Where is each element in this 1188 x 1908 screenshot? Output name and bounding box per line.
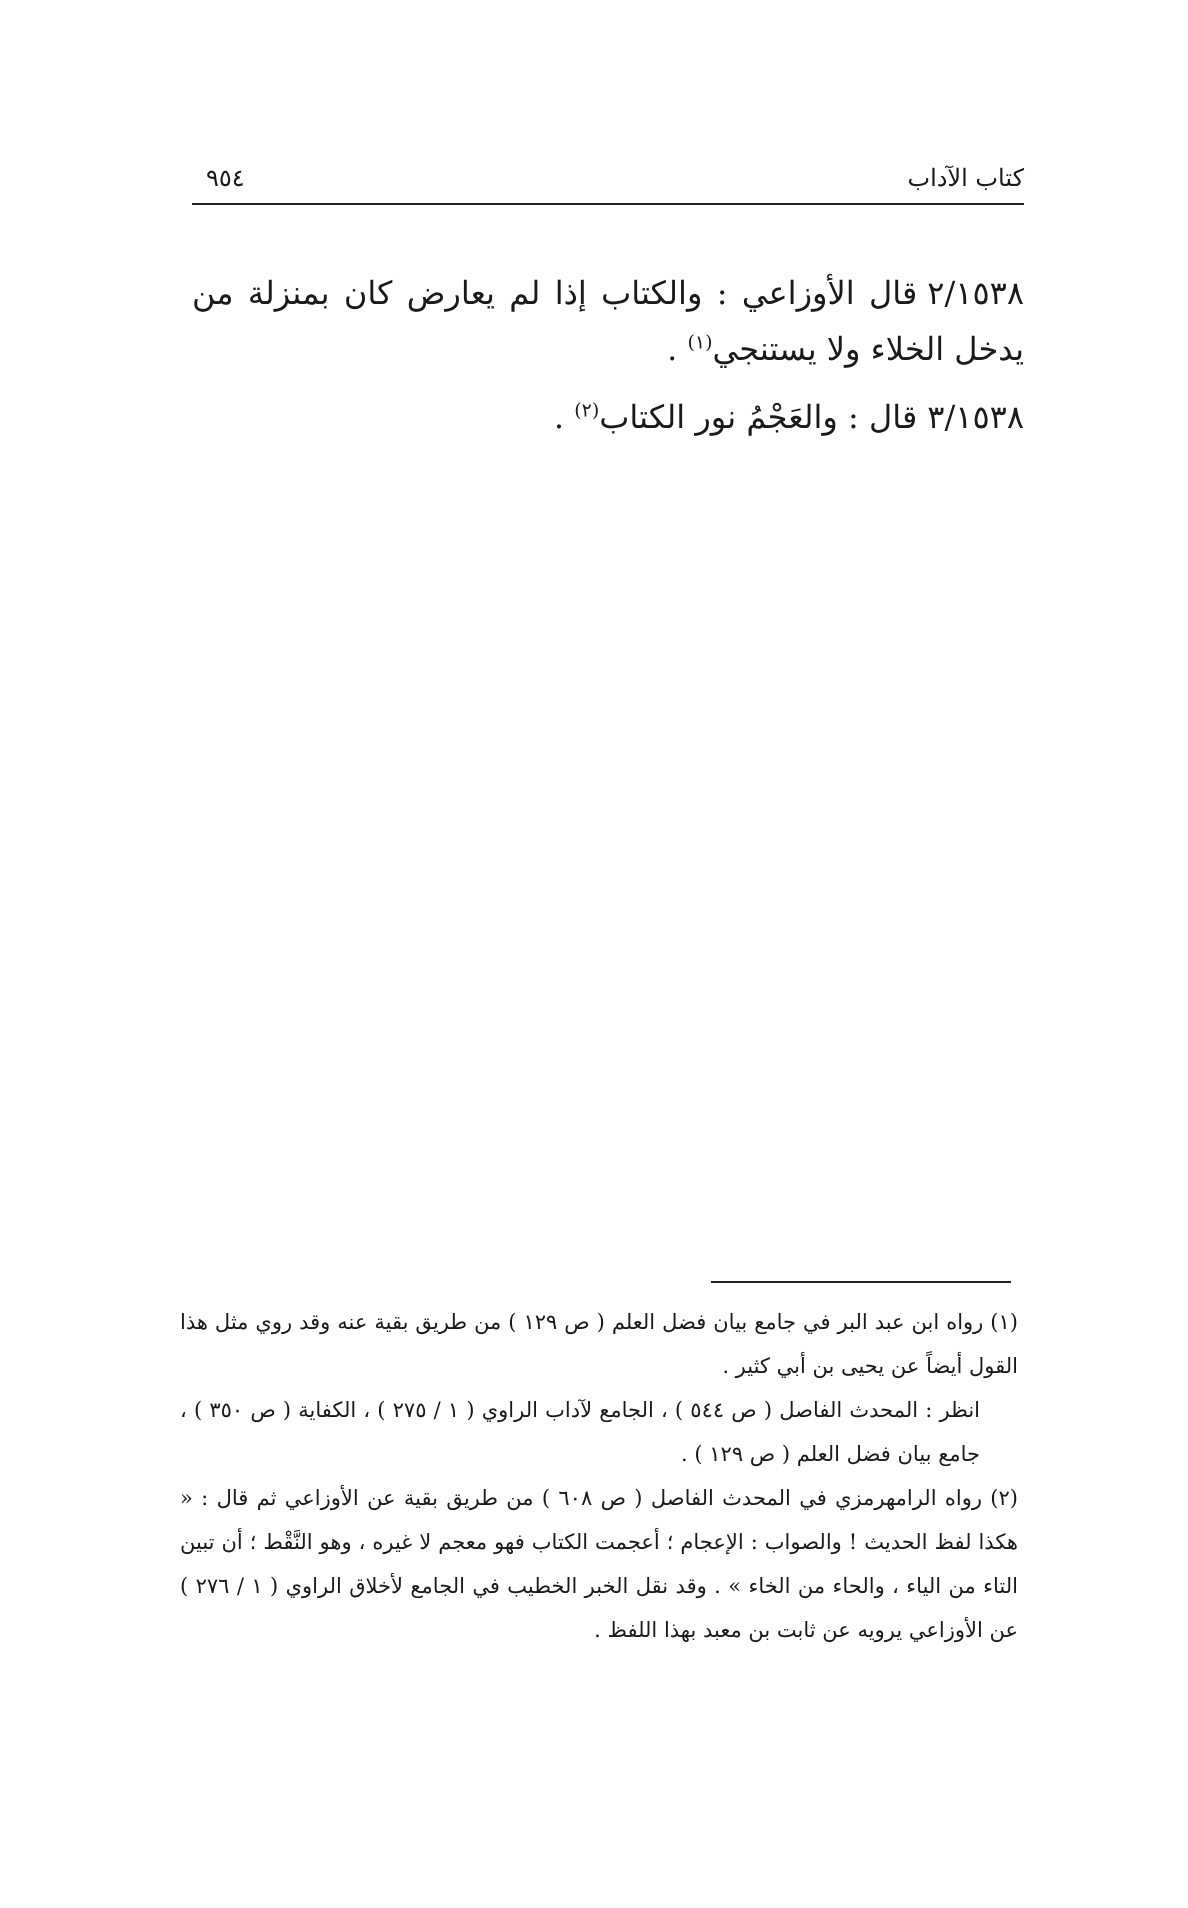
page-header (192, 162, 1024, 204)
main-text (192, 265, 1024, 457)
entry-tail: . (667, 330, 688, 368)
entry-tail: . (553, 398, 575, 436)
footnote-marker: (١) (687, 331, 713, 354)
entry-number: ٢/١٥٣٨ (927, 274, 1024, 312)
page-number: ٩٥٤ (206, 164, 245, 192)
footnote-1: (١) رواه ابن عبد البر في جامع بيان فضل العلم ( ص ١٢٩ ) من طريق بقية عنه وقد روي مثل هذا القول أيضاً عن يحيى بن أبي كثير . (180, 1310, 1018, 1378)
running-title: كتاب الآداب (907, 164, 1024, 192)
entry-text: قال : والعَجْمُ نور الكتاب (599, 398, 918, 436)
footnote-1-references: انظر : المحدث الفاصل ( ص ٥٤٤ ) ، الجامع لآداب الراوي ( ١ / ٢٧٥ ) ، الكفاية ( ص ٣٥٠ ) ، جامع بيان فضل العلم ( ص ١٢٩ ) . (180, 1398, 980, 1466)
header-rule (192, 203, 1024, 205)
footnotes (180, 1300, 1018, 1652)
entry-number: ٣/١٥٣٨ (927, 398, 1024, 436)
entry-1538-3 (192, 389, 1024, 445)
footnote-rule (711, 1281, 1011, 1283)
footnote-marker: (٢) (574, 399, 600, 422)
entry-text: قال الأوزاعي : والكتاب إذا لم يعارض كان بمنزلة من يدخل الخلاء ولا يستنجي (192, 274, 1024, 368)
footnote-2: (٢) رواه الرامهرمزي في المحدث الفاصل ( ص ٦٠٨ ) من طريق بقية عن الأوزاعي ثم قال : « هكذا لفظ الحديث ! والصواب : الإعجام ؛ أعجمت الكتاب فهو معجم لا غيره ، وهو النَّقْط ؛ أن تبين التاء من الياء ، والحاء من الخاء » . وقد نقل الخبر الخطيب في الجامع لأخلاق الراوي ( ١ / ٢٧٦ ) عن الأوزاعي يرويه عن ثابت بن معبد بهذا اللفظ . (180, 1486, 1019, 1642)
entry-1538-2 (192, 265, 1024, 377)
